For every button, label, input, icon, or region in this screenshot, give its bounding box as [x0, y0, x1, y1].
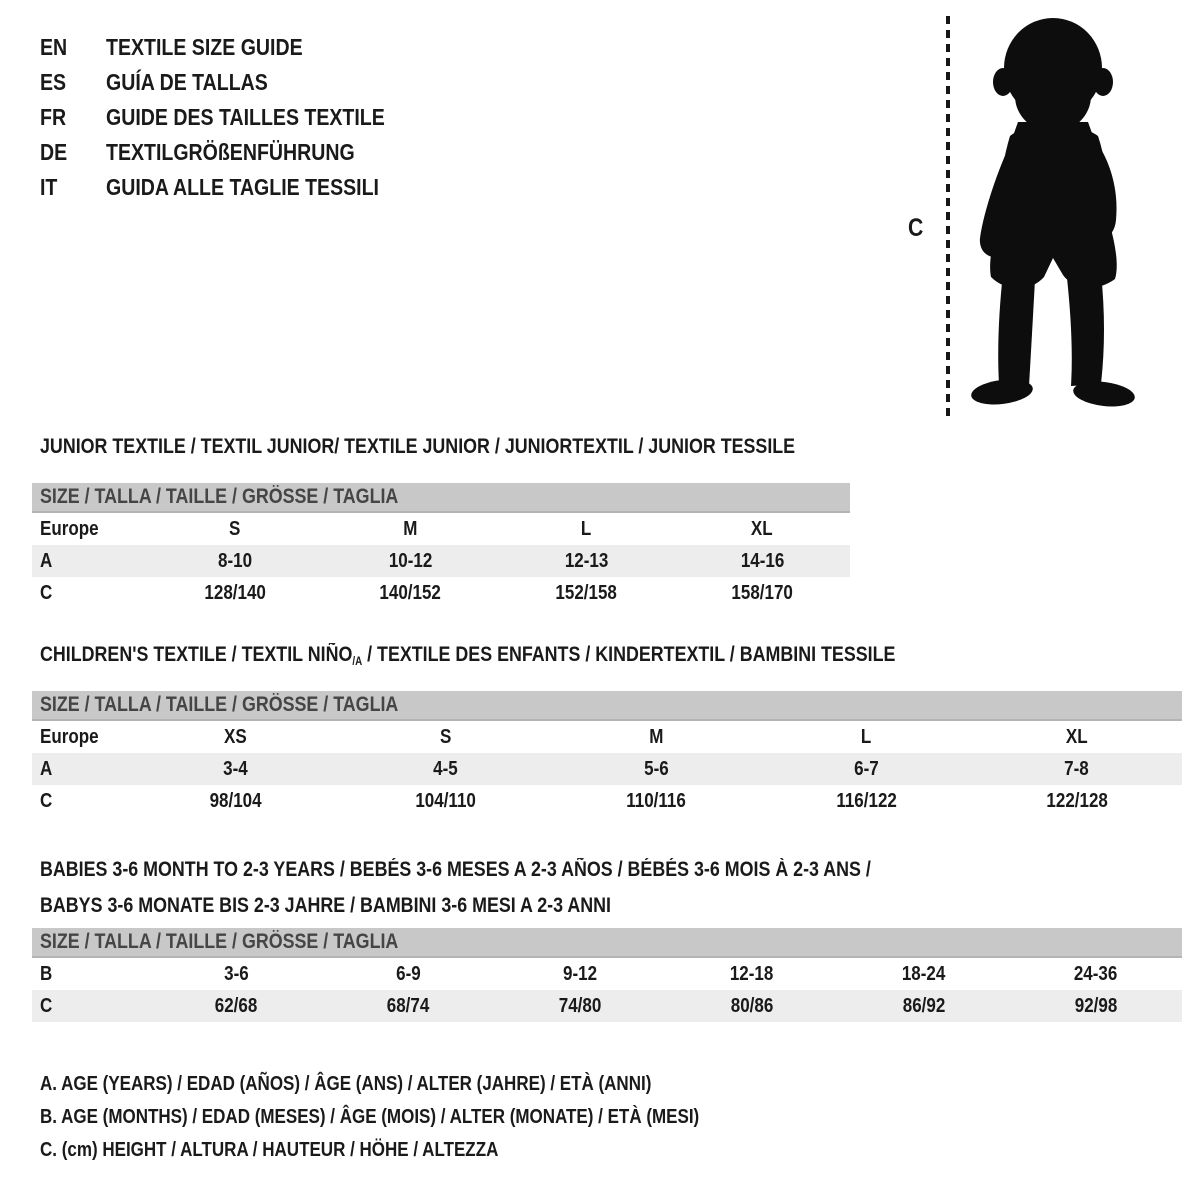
- table-row: [32, 785, 1182, 817]
- legend: [40, 1068, 816, 1167]
- size-cell: 8-10: [217, 549, 252, 572]
- row-label: A: [40, 757, 53, 780]
- language-title: GUÍA DE TALLAS: [106, 69, 268, 95]
- table-row: [32, 990, 1182, 1022]
- legend-line-height-cm: C. (cm) HEIGHT / ALTURA / HAUTEUR / HÖHE / ALTEZZA: [40, 1139, 499, 1161]
- size-cell: 152/158: [555, 581, 618, 604]
- language-row: [40, 170, 434, 205]
- table-row: [32, 721, 1182, 753]
- language-code: ES: [40, 69, 67, 95]
- language-row: [40, 100, 434, 135]
- table-row: [32, 577, 850, 609]
- size-cell: 122/128: [1046, 789, 1108, 812]
- table-row: [32, 958, 1182, 990]
- size-cell: 98/104: [209, 789, 262, 812]
- size-cell: 6-7: [854, 757, 879, 780]
- size-cell: 158/170: [731, 581, 793, 604]
- size-cell: 80/86: [730, 994, 774, 1017]
- size-cell: 86/92: [902, 994, 946, 1017]
- size-cell: S: [229, 517, 241, 540]
- language-title-list: [40, 30, 434, 205]
- height-measure-dashed-line: [946, 16, 950, 418]
- size-cell: 6-9: [395, 962, 421, 985]
- size-cell: 10-12: [388, 549, 433, 572]
- size-header-bar: SIZE / TALLA / TAILLE / GRÖSSE / TAGLIA: [32, 928, 1182, 958]
- junior-size-table: [32, 483, 850, 609]
- size-cell: M: [403, 517, 418, 540]
- table-row: [32, 545, 850, 577]
- section-title-babies: BABIES 3-6 MONTH TO 2-3 YEARS / BEBÉS 3-6 MESES A 2-3 AÑOS / BÉBÉS 3-6 MOIS À 2-3 ANS / BABYS 3-6 MONATE BIS 2-3 JAHRE / BAMBINI 3-6 MESI A 2-3 ANNI: [40, 858, 871, 917]
- size-cell: S: [439, 725, 452, 748]
- size-header-bar: SIZE / TALLA / TAILLE / GRÖSSE / TAGLIA: [32, 483, 850, 513]
- language-title: TEXTILE SIZE GUIDE: [106, 34, 303, 60]
- row-label: C: [40, 994, 53, 1017]
- language-title: GUIDA ALLE TAGLIE TESSILI: [106, 174, 379, 200]
- size-cell: 3-6: [223, 962, 249, 985]
- babies-size-table: [32, 928, 1182, 1022]
- language-title: GUIDE DES TAILLES TEXTILE: [106, 104, 385, 130]
- size-cell: 128/140: [204, 581, 266, 604]
- language-row: [40, 30, 434, 65]
- size-cell: 74/80: [558, 994, 602, 1017]
- row-label: B: [40, 962, 53, 985]
- size-cell: 3-4: [222, 757, 248, 780]
- toddler-silhouette-icon: [958, 18, 1148, 418]
- size-cell: 12-18: [730, 962, 774, 985]
- size-cell: 68/74: [386, 994, 430, 1017]
- row-label: C: [40, 581, 53, 604]
- legend-line-age-years: A. AGE (YEARS) / EDAD (AÑOS) / ÂGE (ANS) / ALTER (JAHRE) / ETÀ (ANNI): [40, 1073, 652, 1095]
- language-code: IT: [40, 174, 58, 200]
- language-code: DE: [40, 139, 68, 165]
- legend-line-age-months: B. AGE (MONTHS) / EDAD (MESES) / ÂGE (MOIS) / ALTER (MONATE) / ETÀ (MESI): [40, 1106, 700, 1128]
- size-cell: 7-8: [1064, 757, 1090, 780]
- row-label: Europe: [40, 725, 99, 748]
- language-title: TEXTILGRÖßENFÜHRUNG: [106, 139, 355, 165]
- size-cell: 9-12: [562, 962, 598, 985]
- section-title-junior: JUNIOR TEXTILE / TEXTIL JUNIOR/ TEXTILE JUNIOR / JUNIORTEXTIL / JUNIOR TESSILE: [40, 435, 796, 458]
- size-header-bar: SIZE / TALLA / TAILLE / GRÖSSE / TAGLIA: [32, 691, 1182, 721]
- size-cell: 92/98: [1074, 994, 1118, 1017]
- size-cell: L: [861, 725, 872, 748]
- language-code: EN: [40, 34, 68, 60]
- size-cell: 116/122: [836, 789, 897, 812]
- table-row: [32, 513, 850, 545]
- size-cell: 12-13: [564, 549, 609, 572]
- section-title-children: CHILDREN'S TEXTILE / TEXTIL $NIÑO_{/A}$ / TEXTILE DES ENFANTS / KINDERTEXTIL / BAMBINI TESSILE: [40, 643, 896, 669]
- size-cell: 14-16: [740, 549, 784, 572]
- size-cell: 24-36: [1074, 962, 1118, 985]
- row-label: C: [40, 789, 53, 812]
- size-cell: 4-5: [433, 757, 458, 780]
- row-label: Europe: [40, 517, 99, 540]
- row-label: A: [40, 549, 53, 572]
- table-row: [32, 753, 1182, 785]
- language-row: [40, 65, 434, 100]
- title-subscript: /A: [352, 656, 363, 669]
- size-cell: 140/152: [379, 581, 442, 604]
- size-cell: 110/116: [626, 789, 686, 812]
- size-cell: 18-24: [902, 962, 946, 985]
- measure-label-c: C: [908, 214, 924, 242]
- size-cell: XS: [223, 725, 247, 748]
- language-code: FR: [40, 104, 67, 130]
- size-cell: XL: [1065, 725, 1088, 748]
- size-cell: 5-6: [643, 757, 669, 780]
- size-cell: L: [581, 517, 592, 540]
- children-size-table: [32, 691, 1182, 817]
- language-row: [40, 135, 434, 170]
- size-cell: M: [648, 725, 664, 748]
- size-cell: XL: [751, 517, 773, 540]
- size-cell: 62/68: [214, 994, 258, 1017]
- size-cell: 104/110: [415, 789, 476, 812]
